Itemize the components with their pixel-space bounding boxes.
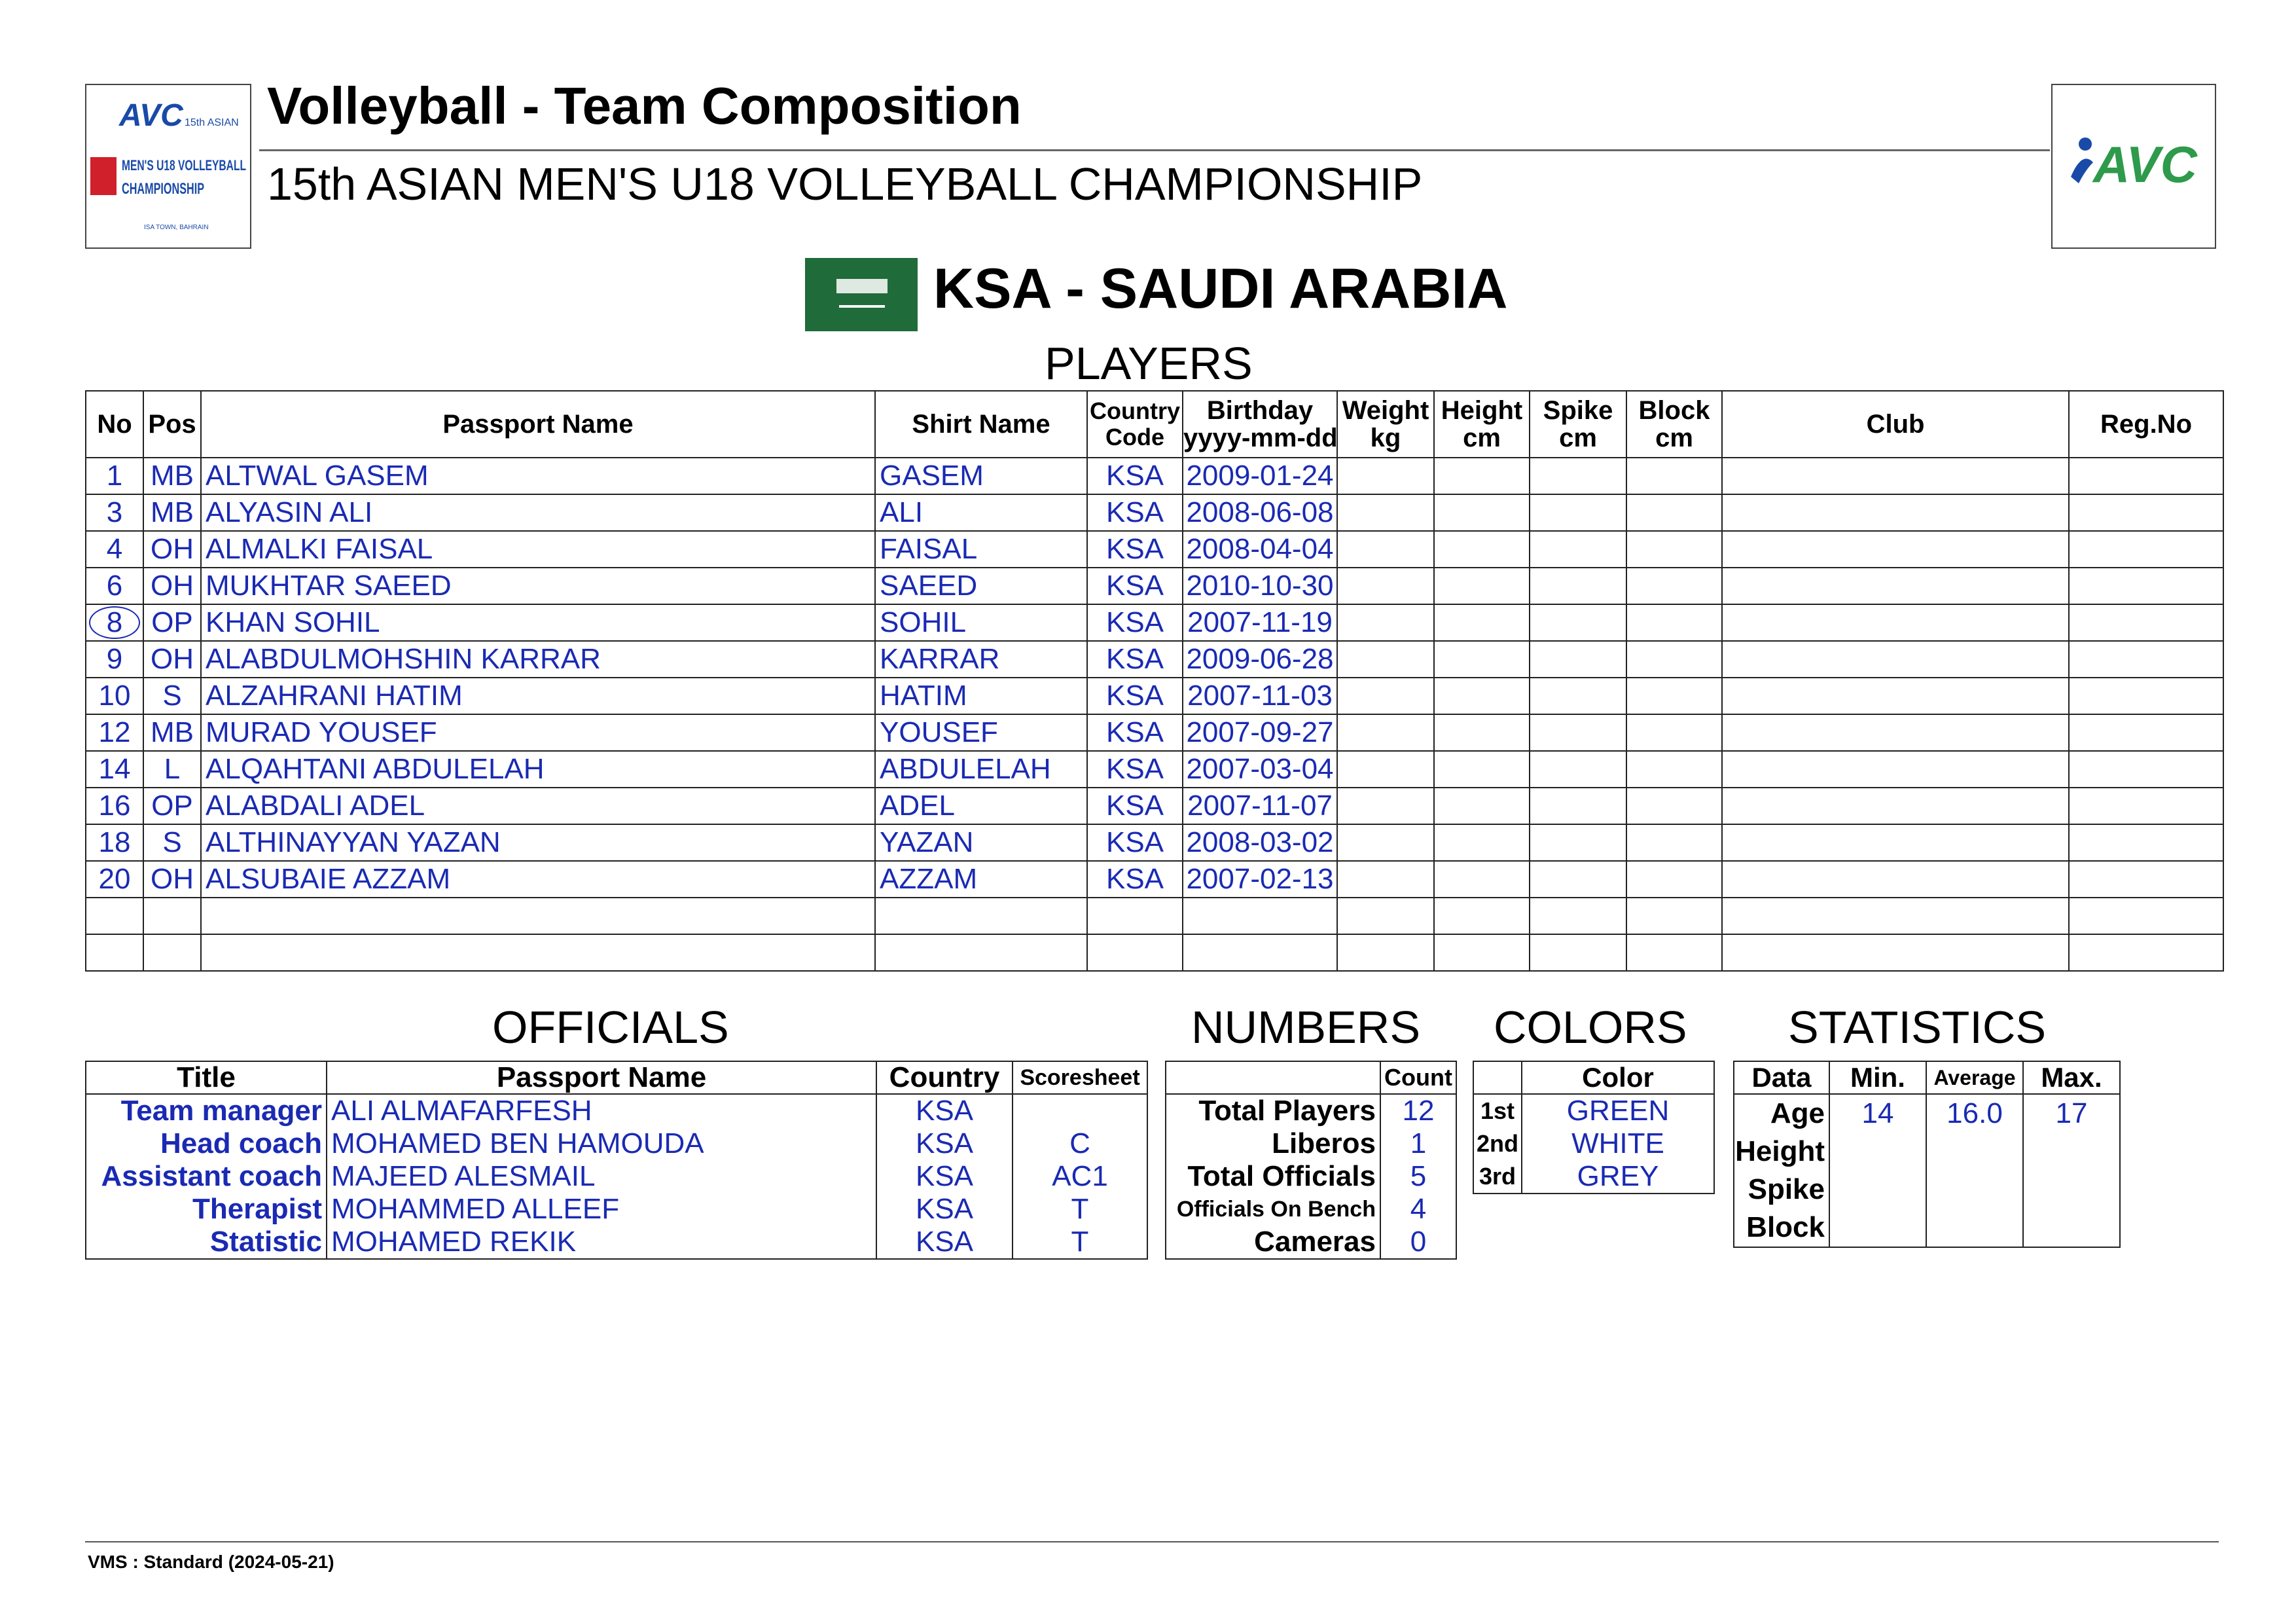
col-title: Title: [86, 1061, 327, 1094]
color-row: 3rd GREY: [1473, 1160, 1714, 1194]
numbers-row: Total Officials 5: [1166, 1160, 1456, 1193]
player-row: 4 OH ALMALKI FAISAL FAISAL KSA 2008-04-04: [86, 531, 2223, 568]
col-pos: Pos: [143, 391, 201, 458]
col-club: Club: [1722, 391, 2069, 458]
player-row: 10 S ALZAHRANI HATIM HATIM KSA 2007-11-03: [86, 678, 2223, 714]
col-passport-name: Passport Name: [201, 391, 875, 458]
numbers-row: Liberos 1: [1166, 1127, 1456, 1160]
avc-logo: [2051, 84, 2216, 249]
event-logo-graphic: [86, 85, 250, 247]
player-row: 18 S ALTHINAYYAN YAZAN YAZAN KSA 2008-03-02: [86, 824, 2223, 861]
numbers-label-header: [1166, 1061, 1380, 1094]
color-row: 1st GREEN: [1473, 1094, 1714, 1127]
official-row: Head coach MOHAMED BEN HAMOUDA KSA C: [86, 1127, 1147, 1160]
col-color: Color: [1522, 1061, 1714, 1094]
player-row: 16 OP ALABDALI ADEL ADEL KSA 2007-11-07: [86, 788, 2223, 824]
numbers-title: NUMBERS: [1191, 1002, 1421, 1053]
event-logo-line2: MEN'S U18 VOLLEYBALL: [122, 157, 246, 173]
avc-logo-text: AVC: [2093, 136, 2197, 193]
event-logo-brand: AVC: [119, 98, 183, 133]
col-data: Data: [1734, 1061, 1829, 1094]
colors-title: COLORS: [1494, 1002, 1687, 1053]
official-row: Team manager ALI ALMAFARFESH KSA: [86, 1094, 1147, 1127]
event-logo-line3: CHAMPIONSHIP: [122, 180, 204, 198]
stat-row: Block: [1734, 1209, 2120, 1247]
numbers-row: Officials On Bench 4: [1166, 1193, 1456, 1226]
official-row: Assistant coach MAJEED ALESMAIL KSA AC1: [86, 1160, 1147, 1193]
col-max: Max.: [2023, 1061, 2120, 1094]
saudi-flag-icon: [805, 258, 918, 331]
col-weight: Weight kg: [1337, 391, 1434, 458]
player-row-captain: 8 OP KHAN SOHIL SOHIL KSA 2007-11-19: [86, 604, 2223, 641]
col-no: No: [86, 391, 143, 458]
color-row: 2nd WHITE: [1473, 1127, 1714, 1160]
event-logo: [85, 84, 251, 249]
official-row: Therapist MOHAMMED ALLEEF KSA T: [86, 1193, 1147, 1226]
col-count: Count: [1380, 1061, 1456, 1094]
colors-table: [1473, 1061, 1715, 1194]
col-country-code: Country Code: [1087, 391, 1183, 458]
header-divider: [259, 149, 2050, 151]
statistics-title: STATISTICS: [1788, 1002, 2047, 1053]
players-table: [85, 390, 2224, 972]
stat-row: Age 14 16.0 17: [1734, 1094, 2120, 1133]
officials-table: [85, 1061, 1148, 1260]
player-row-empty: [86, 934, 2223, 971]
statistics-table: [1733, 1061, 2121, 1248]
numbers-row: Cameras 0: [1166, 1226, 1456, 1259]
player-row: 9 OH ALABDULMOHSHIN KARRAR KARRAR KSA 2009-06-28: [86, 641, 2223, 678]
team-name: KSA - SAUDI ARABIA: [933, 257, 1508, 320]
player-row: 6 OH MUKHTAR SAEED SAEED KSA 2010-10-30: [86, 568, 2223, 604]
col-birthday: Birthday yyyy-mm-dd: [1183, 391, 1337, 458]
player-row-empty: [86, 898, 2223, 934]
numbers-table: [1165, 1061, 1457, 1260]
colors-rank-header: [1473, 1061, 1522, 1094]
player-row: 1 MB ALTWAL GASEM GASEM KSA 2009-01-24: [86, 458, 2223, 494]
captain-marker: 8: [89, 606, 140, 639]
col-official-passport: Passport Name: [327, 1061, 876, 1094]
col-official-country: Country: [876, 1061, 1013, 1094]
player-row: 3 MB ALYASIN ALI ALI KSA 2008-06-08: [86, 494, 2223, 531]
col-shirt-name: Shirt Name: [875, 391, 1087, 458]
stat-row: Spike: [1734, 1171, 2120, 1209]
col-scoresheet: Scoresheet: [1013, 1061, 1147, 1094]
championship-name: 15th ASIAN MEN'S U18 VOLLEYBALL CHAMPIONSHIP: [267, 158, 1423, 210]
col-average: Average: [1926, 1061, 2023, 1094]
event-logo-line1: 15th ASIAN: [185, 117, 239, 128]
page-title: Volleyball - Team Composition: [267, 77, 1022, 135]
col-spike: Spike cm: [1530, 391, 1626, 458]
col-height: Height cm: [1434, 391, 1530, 458]
officials-title: OFFICIALS: [492, 1002, 729, 1053]
col-block: Block cm: [1626, 391, 1722, 458]
footer-version: VMS : Standard (2024-05-21): [88, 1552, 334, 1572]
player-row: 20 OH ALSUBAIE AZZAM AZZAM KSA 2007-02-13: [86, 861, 2223, 898]
event-logo-line4: ISA TOWN, BAHRAIN: [144, 224, 209, 231]
footer-divider: [85, 1541, 2219, 1542]
player-row: 14 L ALQAHTANI ABDULELAH ABDULELAH KSA 2007-03-04: [86, 751, 2223, 788]
avc-logo-graphic: [2053, 85, 2215, 247]
col-reg-no: Reg.No: [2069, 391, 2223, 458]
stat-row: Height: [1734, 1133, 2120, 1171]
player-row: 12 MB MURAD YOUSEF YOUSEF KSA 2007-09-27: [86, 714, 2223, 751]
official-row: Statistic MOHAMED REKIK KSA T: [86, 1226, 1147, 1259]
players-title: PLAYERS: [1045, 338, 1253, 389]
col-min: Min.: [1829, 1061, 1926, 1094]
numbers-row: Total Players 12: [1166, 1094, 1456, 1127]
